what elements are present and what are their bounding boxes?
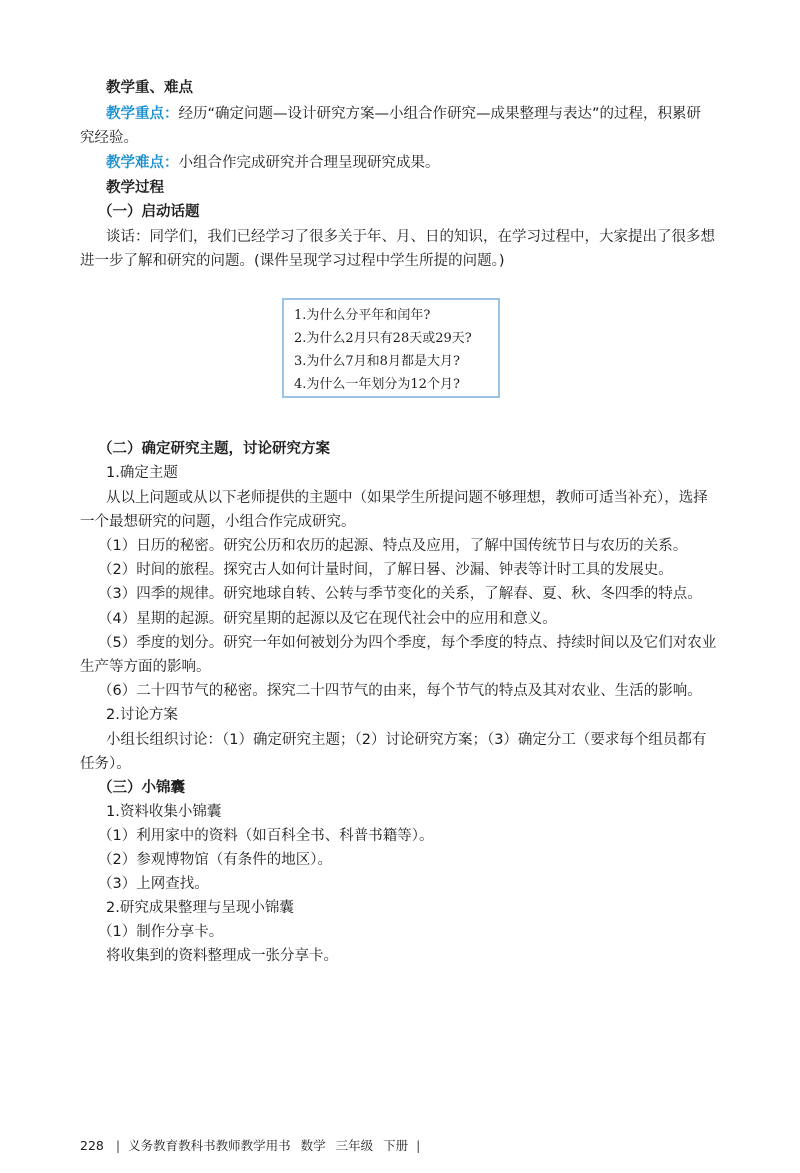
topic-item: （3）四季的规律。研究地球自转、公转与季节变化的关系，了解春、夏、秋、冬四季的特点。 xyxy=(98,586,702,602)
key-point-text: 经历“确定问题—设计研究方案—小组合作研究—成果整理与表达”的过程，积累研 xyxy=(178,106,702,122)
footer-separator: | xyxy=(416,1138,421,1153)
question-item: 3.为什么7月和8月都是大月? xyxy=(294,354,460,369)
tip-item: （1）制作分享卡。 xyxy=(98,924,224,940)
tip-item: （1）利用家中的资料（如百科全书、科普书籍等）。 xyxy=(98,828,434,844)
topic-item: （6）二十四节气的秘密。探究二十四节气的由来，每个节气的特点及其对农业、生活的影响。 xyxy=(98,683,702,699)
part2-sub2: 2.讨论方案 xyxy=(106,707,178,723)
topic-item: （4）星期的起源。研究星期的起源以及它在现代社会中的应用和意义。 xyxy=(98,611,557,627)
part2-intro-line1: 从以上问题或从以下老师提供的主题中（如果学生所提问题不够理想，教师可适当补充），选择 xyxy=(106,490,708,506)
tip-item: （2）参观博物馆（有条件的地区）。 xyxy=(98,852,332,868)
footer-subject: 数学 xyxy=(300,1138,326,1153)
topic-item: （1）日历的秘密。研究公历和农历的起源、特点及应用，了解中国传统节日与农历的关系。 xyxy=(98,538,688,554)
page-footer xyxy=(80,1136,428,1154)
part3-heading: （三）小锦囊 xyxy=(98,780,185,796)
footer-separator: | xyxy=(115,1138,121,1153)
topic-item: （5）季度的划分。研究一年如何被划分为四个季度，每个季度的特点、持续时间以及它们对农业 xyxy=(98,635,717,651)
part2-heading: （二）确定研究主题，讨论研究方案 xyxy=(98,441,330,457)
key-point-line2: 究经验。 xyxy=(80,130,138,146)
process-heading: 教学过程 xyxy=(106,180,164,196)
difficult-point-label: 教学难点： xyxy=(106,155,179,171)
section-heading: 教学重、难点 xyxy=(106,80,193,96)
key-point-label: 教学重点： xyxy=(106,106,179,122)
tip-item: （3）上网查找。 xyxy=(98,876,209,892)
footer-book-title: 义务教育教科书教师教学用书 xyxy=(128,1138,291,1153)
discuss-line1: 小组长组织讨论：（1）确定研究主题；（2）讨论研究方案；（3）确定分工（要求每个组员都有 xyxy=(106,732,707,748)
part3-sub1: 1.资料收集小锦囊 xyxy=(106,804,222,820)
difficult-point-text: 小组合作完成研究并合理呈现研究成果。 xyxy=(178,155,440,171)
question-item: 4.为什么一年划分为12个月? xyxy=(294,377,460,392)
question-item: 1.为什么分平年和闰年? xyxy=(294,308,431,323)
topic-item-continued: 生产等方面的影响。 xyxy=(80,659,211,675)
part1-heading: （一）启动话题 xyxy=(98,204,200,220)
part1-line2: 进一步了解和研究的问题。(课件呈现学习过程中学生所提的问题。) xyxy=(80,253,505,269)
part1-line1: 谈话：同学们，我们已经学习了很多关于年、月、日的知识，在学习过程中，大家提出了很多想 xyxy=(106,229,715,245)
key-point-line1 xyxy=(106,104,701,124)
topic-item: （2）时间的旅程。探究古人如何计量时间，了解日晷、沙漏、钟表等计时工具的发展史。 xyxy=(98,562,673,578)
part3-last-line: 将收集到的资料整理成一张分享卡。 xyxy=(106,948,338,964)
footer-volume: 下册 xyxy=(383,1138,409,1153)
difficult-point xyxy=(106,153,440,173)
part2-sub1: 1.确定主题 xyxy=(106,465,178,481)
discuss-line2: 任务）。 xyxy=(80,756,131,772)
footer-grade: 三年级 xyxy=(335,1138,374,1153)
part2-intro-line2: 一个最想研究的问题，小组合作完成研究。 xyxy=(80,514,356,530)
page-number: 228 xyxy=(80,1138,104,1153)
question-box xyxy=(282,298,500,398)
part3-sub2: 2.研究成果整理与呈现小锦囊 xyxy=(106,900,294,916)
question-item: 2.为什么2月只有28天或29天? xyxy=(294,331,472,346)
